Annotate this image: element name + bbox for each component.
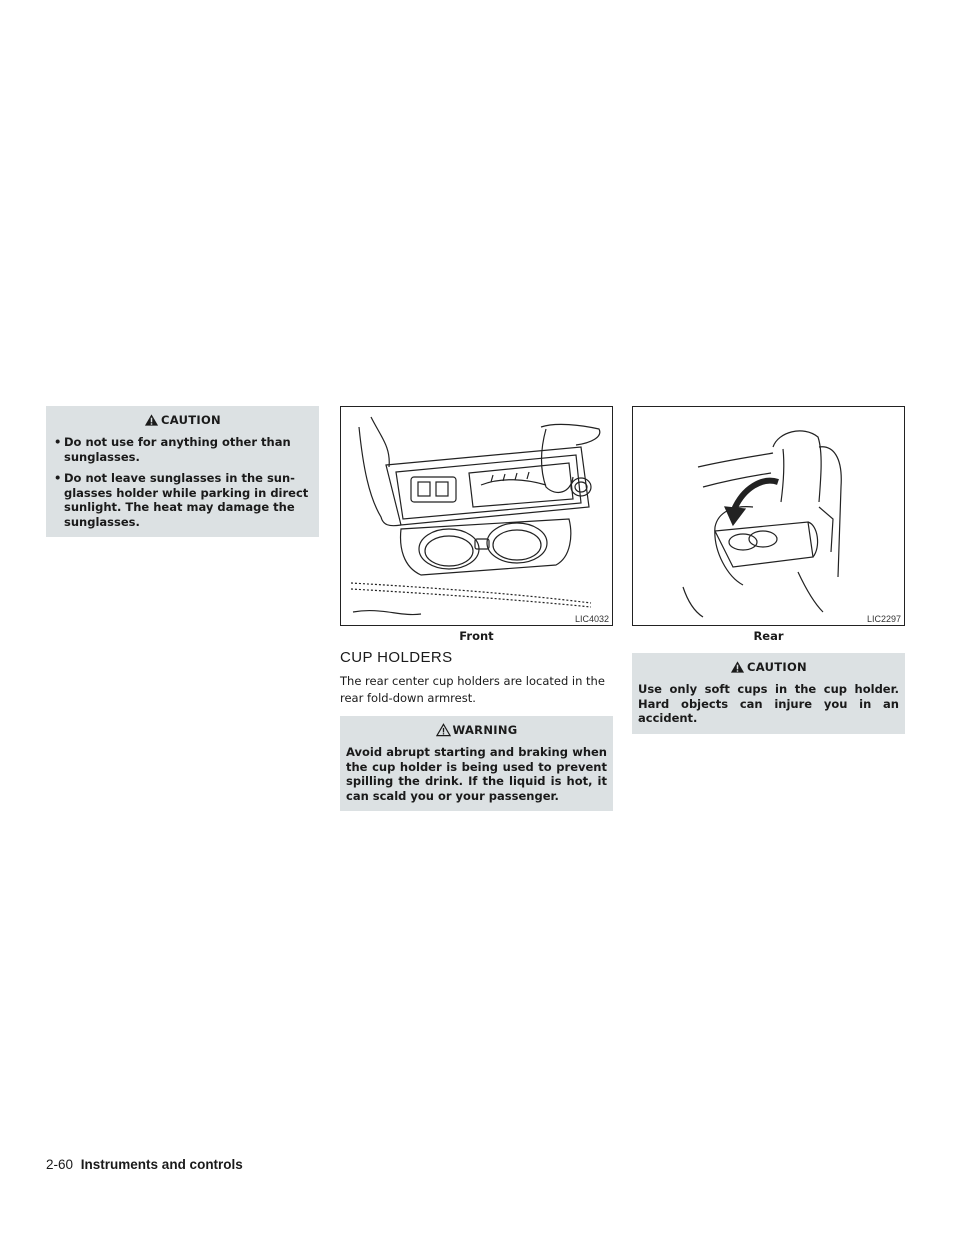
page-footer xyxy=(46,1157,243,1172)
left-column xyxy=(46,406,319,537)
figure-rear-cup-holder xyxy=(632,406,905,626)
figure-caption: Front xyxy=(459,629,494,643)
caution-icon xyxy=(144,413,159,427)
caution-icon xyxy=(730,660,745,674)
caution-heading: CAUTION xyxy=(52,413,313,427)
section-paragraph: The rear center cup holders are located in the rear fold-down armrest. xyxy=(340,674,605,705)
figure-code: LIC4032 xyxy=(574,614,609,624)
caution-text: Use only soft cups in the cup holder. Hard objects can injure you in an accident. xyxy=(638,682,899,725)
rear-armrest-illustration xyxy=(633,407,904,625)
figure-front-cup-holder xyxy=(340,406,613,626)
middle-column xyxy=(340,406,613,811)
warning-icon xyxy=(436,723,451,737)
caution-box-cups xyxy=(632,653,905,734)
warning-box xyxy=(340,716,613,811)
caution-heading: CAUTION xyxy=(638,660,899,674)
warning-heading: WARNING xyxy=(346,723,607,737)
page-number: 2-60 xyxy=(46,1157,74,1172)
caution-item: • Do not use for anything other than sunglasses. xyxy=(52,435,313,464)
caution-box-sunglasses xyxy=(46,406,319,537)
right-column xyxy=(632,406,905,734)
caution-list xyxy=(52,435,313,529)
figure-caption: Rear xyxy=(753,629,784,643)
warning-text: Avoid abrupt starting and braking when the cup holder is being used to prevent spilling the drink. If the liquid is hot, it can scald you or your passenger. xyxy=(346,745,607,803)
caution-item: • Do not leave sunglasses in the sunglasses holder while parking in direct sunlight. The heat may damage the sunglasses. xyxy=(52,471,313,529)
figure-code: LIC2297 xyxy=(866,614,901,624)
section-name: Instruments and controls xyxy=(80,1157,243,1172)
section-title: CUP HOLDERS xyxy=(340,649,453,666)
front-console-illustration xyxy=(341,407,612,625)
